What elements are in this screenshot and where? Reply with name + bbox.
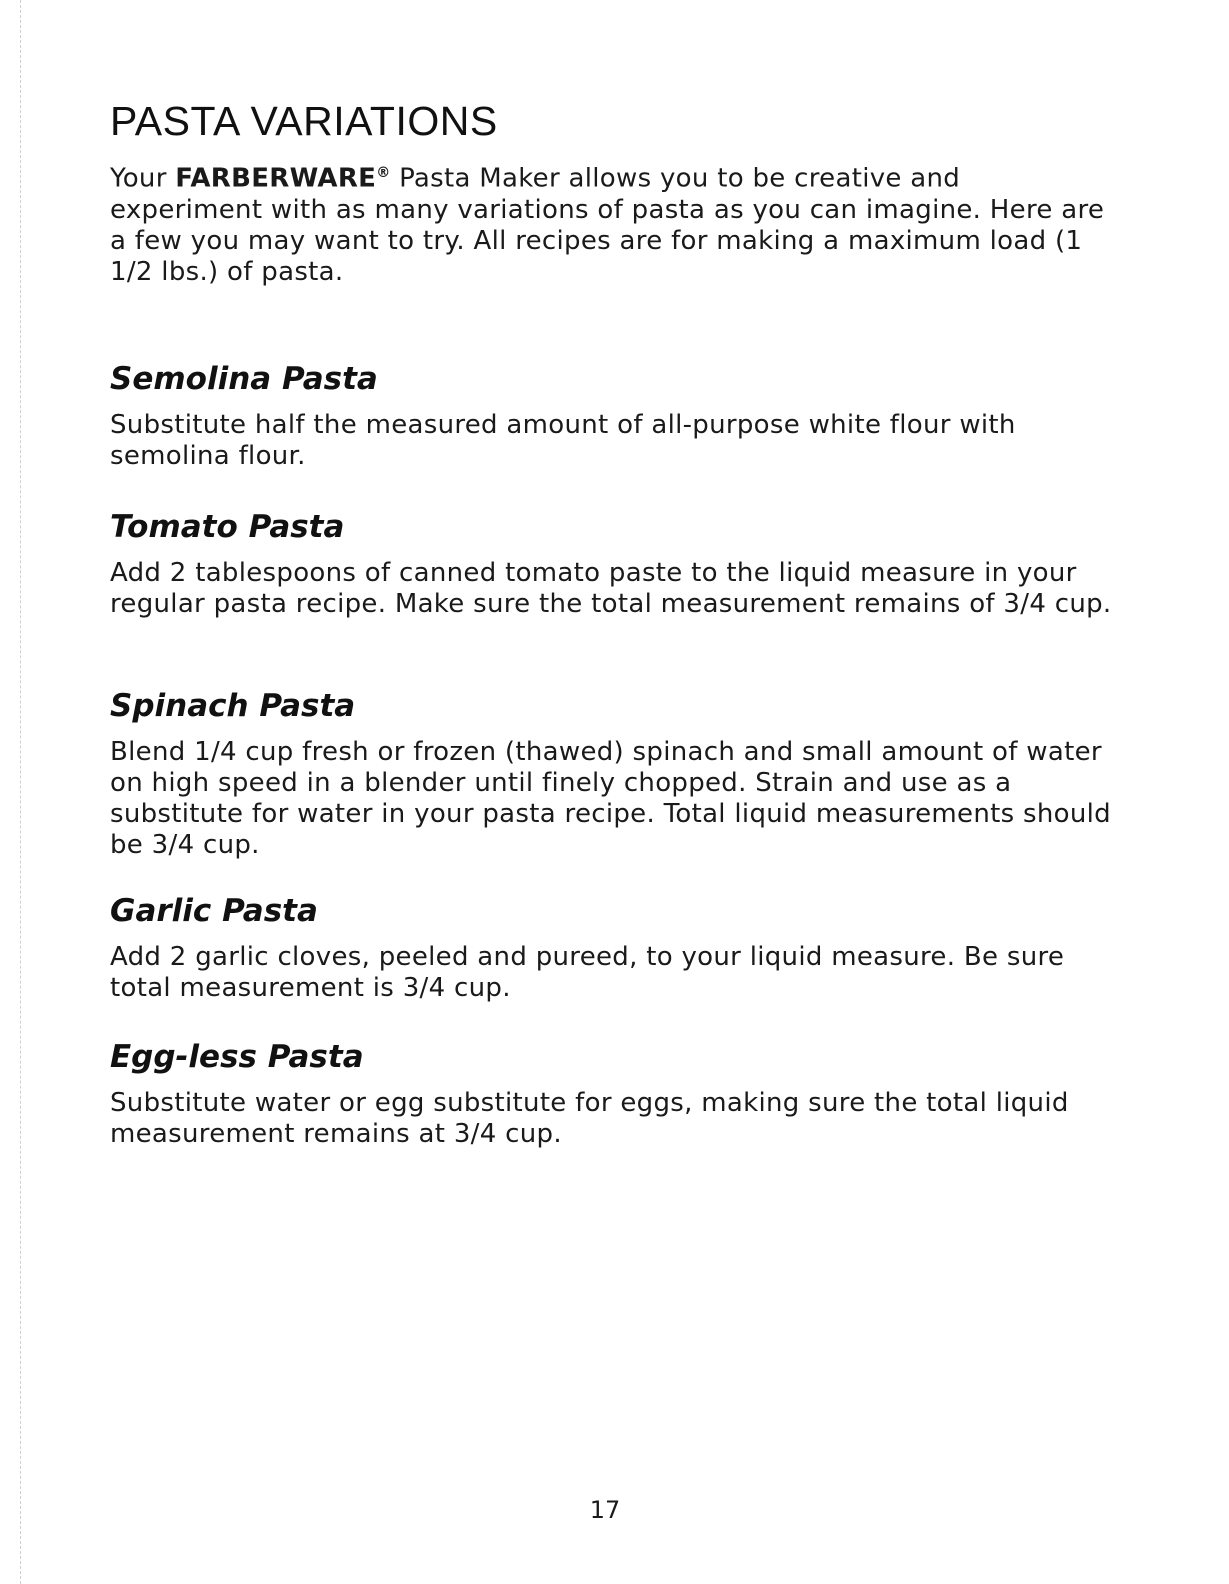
recipe-text: Add 2 garlic cloves, peeled and pureed, to your liquid measure. Be sure total measurement is 3/4 cup. [110,942,1065,1003]
recipe-heading: Garlic Pasta [110,893,318,929]
page-number: 17 [589,1496,621,1524]
recipe-heading: Tomato Pasta [110,509,345,545]
scan-edge-line [20,0,22,1584]
page-title: PASTA VARIATIONS [110,98,498,144]
recipe-text: Substitute half the measured amount of all-purpose white flour with semolina flour. [110,410,1016,471]
intro-body: Pasta Maker allows you to be creative and experiment with as many variations of pasta as you can imagine. Here are a few you may want to try. All recipes are for making a maximum load (1 1/2 lbs.) of pasta. [110,163,1105,287]
recipe-garlic [110,892,1120,1004]
recipe-text: Add 2 tablespoons of canned tomato paste to the liquid measure in your regular pasta recipe. Make sure the total measurement remains of 3/4 cup. [110,558,1112,619]
intro-paragraph [110,158,1110,288]
recipe-text: Substitute water or egg substitute for eggs, making sure the total liquid measurement remains at 3/4 cup. [110,1088,1069,1149]
recipe-heading: Egg-less Pasta [110,1039,364,1075]
recipe-text: Blend 1/4 cup fresh or frozen (thawed) spinach and small amount of water on high speed in a blender until finely chopped. Strain and use as a substitute for water in your pasta recipe. Total liquid measurements should be 3/4 cup. [110,737,1111,860]
brand-name: FARBERWARE [175,163,377,194]
recipe-heading: Semolina Pasta [110,361,378,397]
recipe-semolina [110,360,1120,472]
recipe-tomato [110,508,1120,620]
recipe-spinach [110,687,1120,861]
recipe-heading: Spinach Pasta [110,688,356,724]
intro-lead: Your [110,163,176,194]
registered-mark: ® [376,165,391,181]
recipe-eggless [110,1038,1120,1150]
